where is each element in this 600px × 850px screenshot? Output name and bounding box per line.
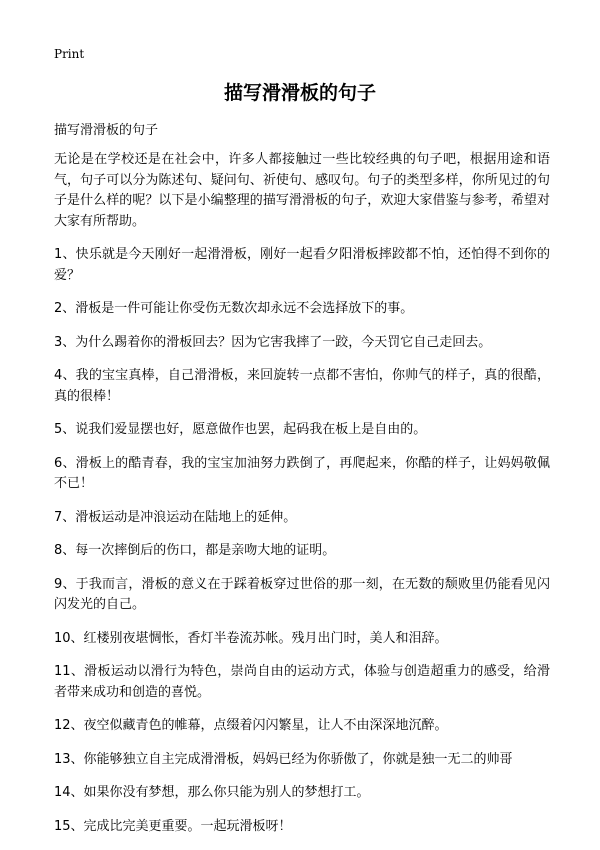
sentence-item-15: 15、完成比完美更重要。一起玩滑板呀！ (54, 818, 292, 834)
sentence-item-3: 3、为什么踢着你的滑板回去？因为它害我摔了一跤，今天罚它自己走回去。 (54, 334, 492, 350)
sentence-item-9: 9、于我而言，滑板的意义在于踩着板穿过世俗的那一刻，在无数的颓败里仍能看见闪闪发光的自己。 (54, 576, 550, 612)
sentence-item-10: 10、红楼别夜堪惆怅，香灯半卷流苏帐。残月出门时，美人和泪辞。 (54, 630, 448, 646)
sentence-item-4: 4、我的宝宝真棒，自己滑滑板，来回旋转一点都不害怕，你帅气的样子，真的很酷，真的很棒！ (54, 368, 550, 404)
sentence-item-14: 14、如果你没有梦想，那么你只能为别人的梦想打工。 (54, 785, 370, 800)
article-body (54, 150, 550, 850)
sentence-item-5: 5、说我们爱显摆也好，愿意做作也罢，起码我在板上是自由的。 (54, 422, 427, 437)
sentence-item-12: 12、夜空似藏青色的帷幕，点缀着闪闪繁星，让人不由深深地沉醉。 (54, 718, 448, 733)
article-subtitle: 描写滑滑板的句子 (54, 123, 159, 138)
print-link[interactable]: Print (54, 47, 85, 61)
intro-paragraph: 无论是在学校还是在社会中，许多人都接触过一些比较经典的句子吧，根据用途和语气，句子可以分为陈述句、疑问句、祈使句、感叹句。句子的类型多样，你所见过的句子是什么样的呢？以下是小编整理的描写滑滑板的句子，欢迎大家借鉴与参考，希望对大家有所帮助。 (54, 152, 550, 229)
sentence-item-1: 1、快乐就是今天刚好一起滑滑板，刚好一起看夕阳滑板摔跤都不怕，还怕得不到你的爱？ (54, 247, 550, 283)
sentence-item-7: 7、滑板运动是冲浪运动在陆地上的延伸。 (54, 509, 297, 525)
sentence-item-8: 8、每一次摔倒后的伤口，都是亲吻大地的证明。 (54, 543, 336, 558)
page-title: 描写滑滑板的句子 (223, 82, 376, 104)
sentence-item-13: 13、你能够独立自主完成滑滑板，妈妈已经为你骄傲了，你就是独一无二的帅哥 (54, 751, 513, 767)
sentence-item-2: 2、滑板是一件可能让你受伤无数次却永远不会选择放下的事。 (54, 301, 414, 316)
sentence-item-11: 11、滑板运动以滑行为特色，崇尚自由的运动方式，体验与创造超重力的感受，给滑者带来成功和创造的喜悦。 (54, 664, 550, 700)
sentence-item-6: 6、滑板上的酷青春，我的宝宝加油努力跌倒了，再爬起来，你酷的样子，让妈妈敬佩不已！ (54, 455, 550, 491)
